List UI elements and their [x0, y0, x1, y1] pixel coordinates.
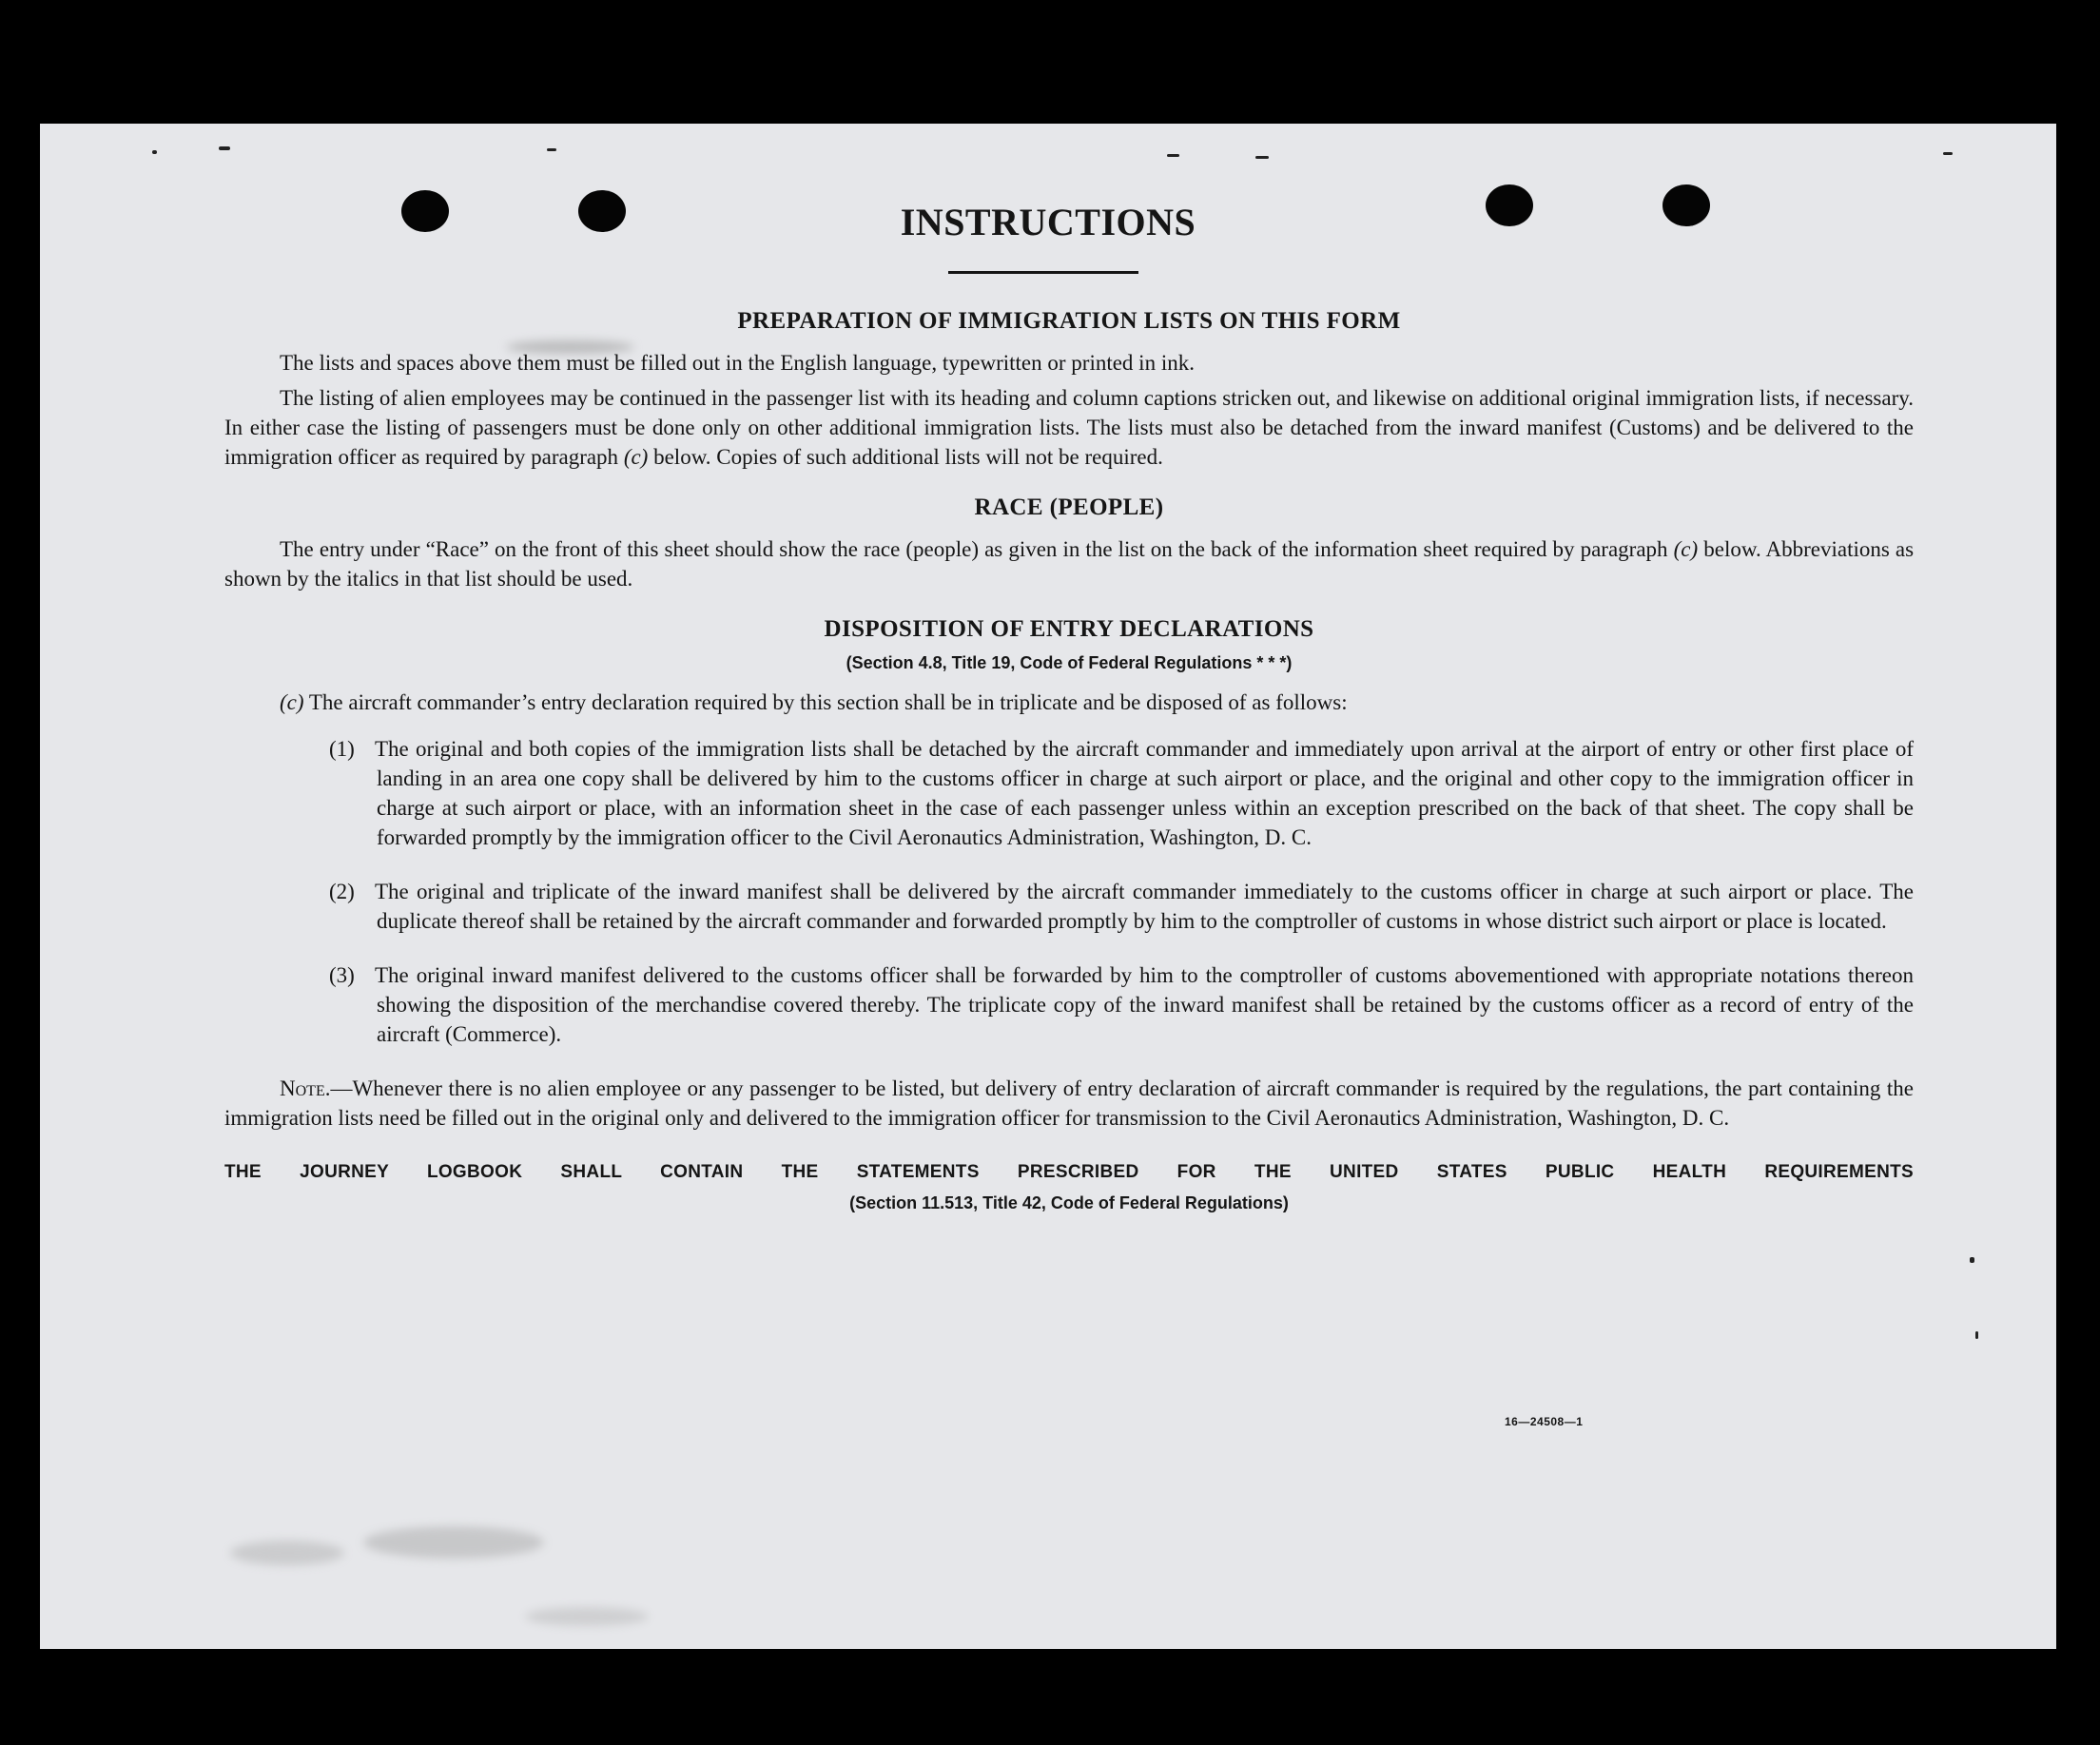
document-page — [40, 124, 2056, 1649]
race-paragraph-text: The entry under “Race” on the front of this sheet should show the race (people) as given in the list on the back of the information sheet required by paragraph — [280, 537, 1668, 561]
logbook-statement: THE JOURNEY LOGBOOK SHALL CONTAIN THE STATEMENTS PRESCRIBED FOR THE UNITED STATES PUBLIC HEALTH REQUIREMENTS — [224, 1162, 1914, 1182]
dust-speck — [1167, 154, 1179, 157]
stray-ink-mark — [525, 1607, 649, 1626]
disposition-item-2 — [224, 877, 1914, 936]
item-text: The original inward manifest delivered to the customs officer shall be forwarded by him to the comptroller of customs abovementioned with appropriate notations thereon showing the disposition of the merchandise covered thereby. The triplicate copy of the inward manifest shall be retained by the customs officer as a record of entry of the aircraft (Commerce). — [375, 963, 1914, 1046]
preparation-heading: PREPARATION OF IMMIGRATION LISTS ON THIS FORM — [737, 308, 1401, 334]
disposition-heading: DISPOSITION OF ENTRY DECLARATIONS — [824, 616, 1314, 642]
logbook-citation: (Section 11.513, Title 42, Code of Federal Regulations) — [849, 1193, 1289, 1212]
disposition-section — [224, 614, 1914, 1049]
dust-speck — [1970, 1257, 1974, 1263]
title-underline — [948, 271, 1138, 274]
item-number: (2) — [329, 880, 355, 903]
dust-speck — [219, 146, 230, 150]
dust-speck — [1255, 156, 1269, 159]
paragraph-reference: (c) — [280, 690, 304, 714]
item-text: The original and triplicate of the inward manifest shall be delivered by the aircraft commander immediately to the customs officer in charge at such airport or place. The duplicate thereof shall be retained by the aircraft commander and forwarded promptly by him to the comptroller of customs in whose district such airport or place is located. — [375, 880, 1914, 933]
preparation-paragraph-2-text: The listing of alien employees may be continued in the passenger list with its heading and column captions stricken out, and likewise on additional original immigration lists, if necessary. In either case the listing of passengers must be done only on other additional immigration lists. The lists must also be detached from the inward manifest (Customs) and be delivered to the immigration officer as required by paragraph — [224, 386, 1914, 469]
item-number: (1) — [329, 737, 355, 761]
instructions-body — [224, 306, 1914, 1218]
disposition-lead — [280, 688, 1914, 717]
race-paragraph-end: below. Abbreviations as shown by the italics in that list should be used. — [224, 537, 1915, 591]
stray-ink-mark — [230, 1541, 344, 1565]
preparation-paragraph-1: The lists and spaces above them must be filled out in the English language, typewritten or printed in ink. — [280, 351, 1195, 375]
disposition-lead-text: The aircraft commander’s entry declaration required by this section shall be in triplicate and be disposed of as follows: — [308, 690, 1348, 714]
dust-speck — [152, 150, 157, 154]
dust-speck — [1943, 152, 1953, 155]
page-title: INSTRUCTIONS — [900, 201, 1196, 243]
dust-speck — [547, 148, 556, 151]
disposition-item-1 — [224, 734, 1914, 852]
form-number: 16—24508—1 — [1505, 1415, 1584, 1428]
race-section — [224, 493, 1914, 593]
disposition-citation: (Section 4.8, Title 19, Code of Federal Regulations * * *) — [846, 653, 1293, 672]
paragraph-reference: (c) — [623, 445, 649, 469]
preparation-paragraph-2-end: below. Copies of such additional lists will not be required. — [653, 445, 1163, 469]
note-label: Note. — [280, 1076, 331, 1100]
disposition-item-3 — [224, 960, 1914, 1049]
race-heading: RACE (PEOPLE) — [974, 494, 1164, 520]
dust-speck — [1975, 1331, 1978, 1339]
item-number: (3) — [329, 963, 355, 987]
race-paragraph — [224, 534, 1914, 593]
paragraph-reference: (c) — [1673, 537, 1699, 561]
item-text: The original and both copies of the immigration lists shall be detached by the aircraft commander and immediately upon arrival at the airport of entry or other first place of landing in an area one copy shall be delivered by him to the customs officer in charge at such airport or place, and the original and other copy to the immigration officer in charge at such airport or place, with an information sheet in the case of each passenger unless within an exception prescribed on the back of that sheet. The copy shall be forwarded promptly by the immigration officer to the Civil Aeronautics Administration, Washington, D. C. — [375, 737, 1914, 849]
preparation-paragraph-2 — [224, 383, 1914, 472]
note-text: —Whenever there is no alien employee or any passenger to be listed, but delivery of entry declaration of aircraft commander is required by the regulations, the part containing the immigration lists need be filled out in the original only and delivered to the immigration officer for transmission to the Civil Aeronautics Administration, Washington, D. C. — [224, 1076, 1914, 1130]
note-paragraph — [224, 1074, 1914, 1133]
stray-ink-mark — [363, 1526, 544, 1559]
disposition-items — [224, 734, 1914, 1049]
preparation-section — [224, 306, 1914, 472]
